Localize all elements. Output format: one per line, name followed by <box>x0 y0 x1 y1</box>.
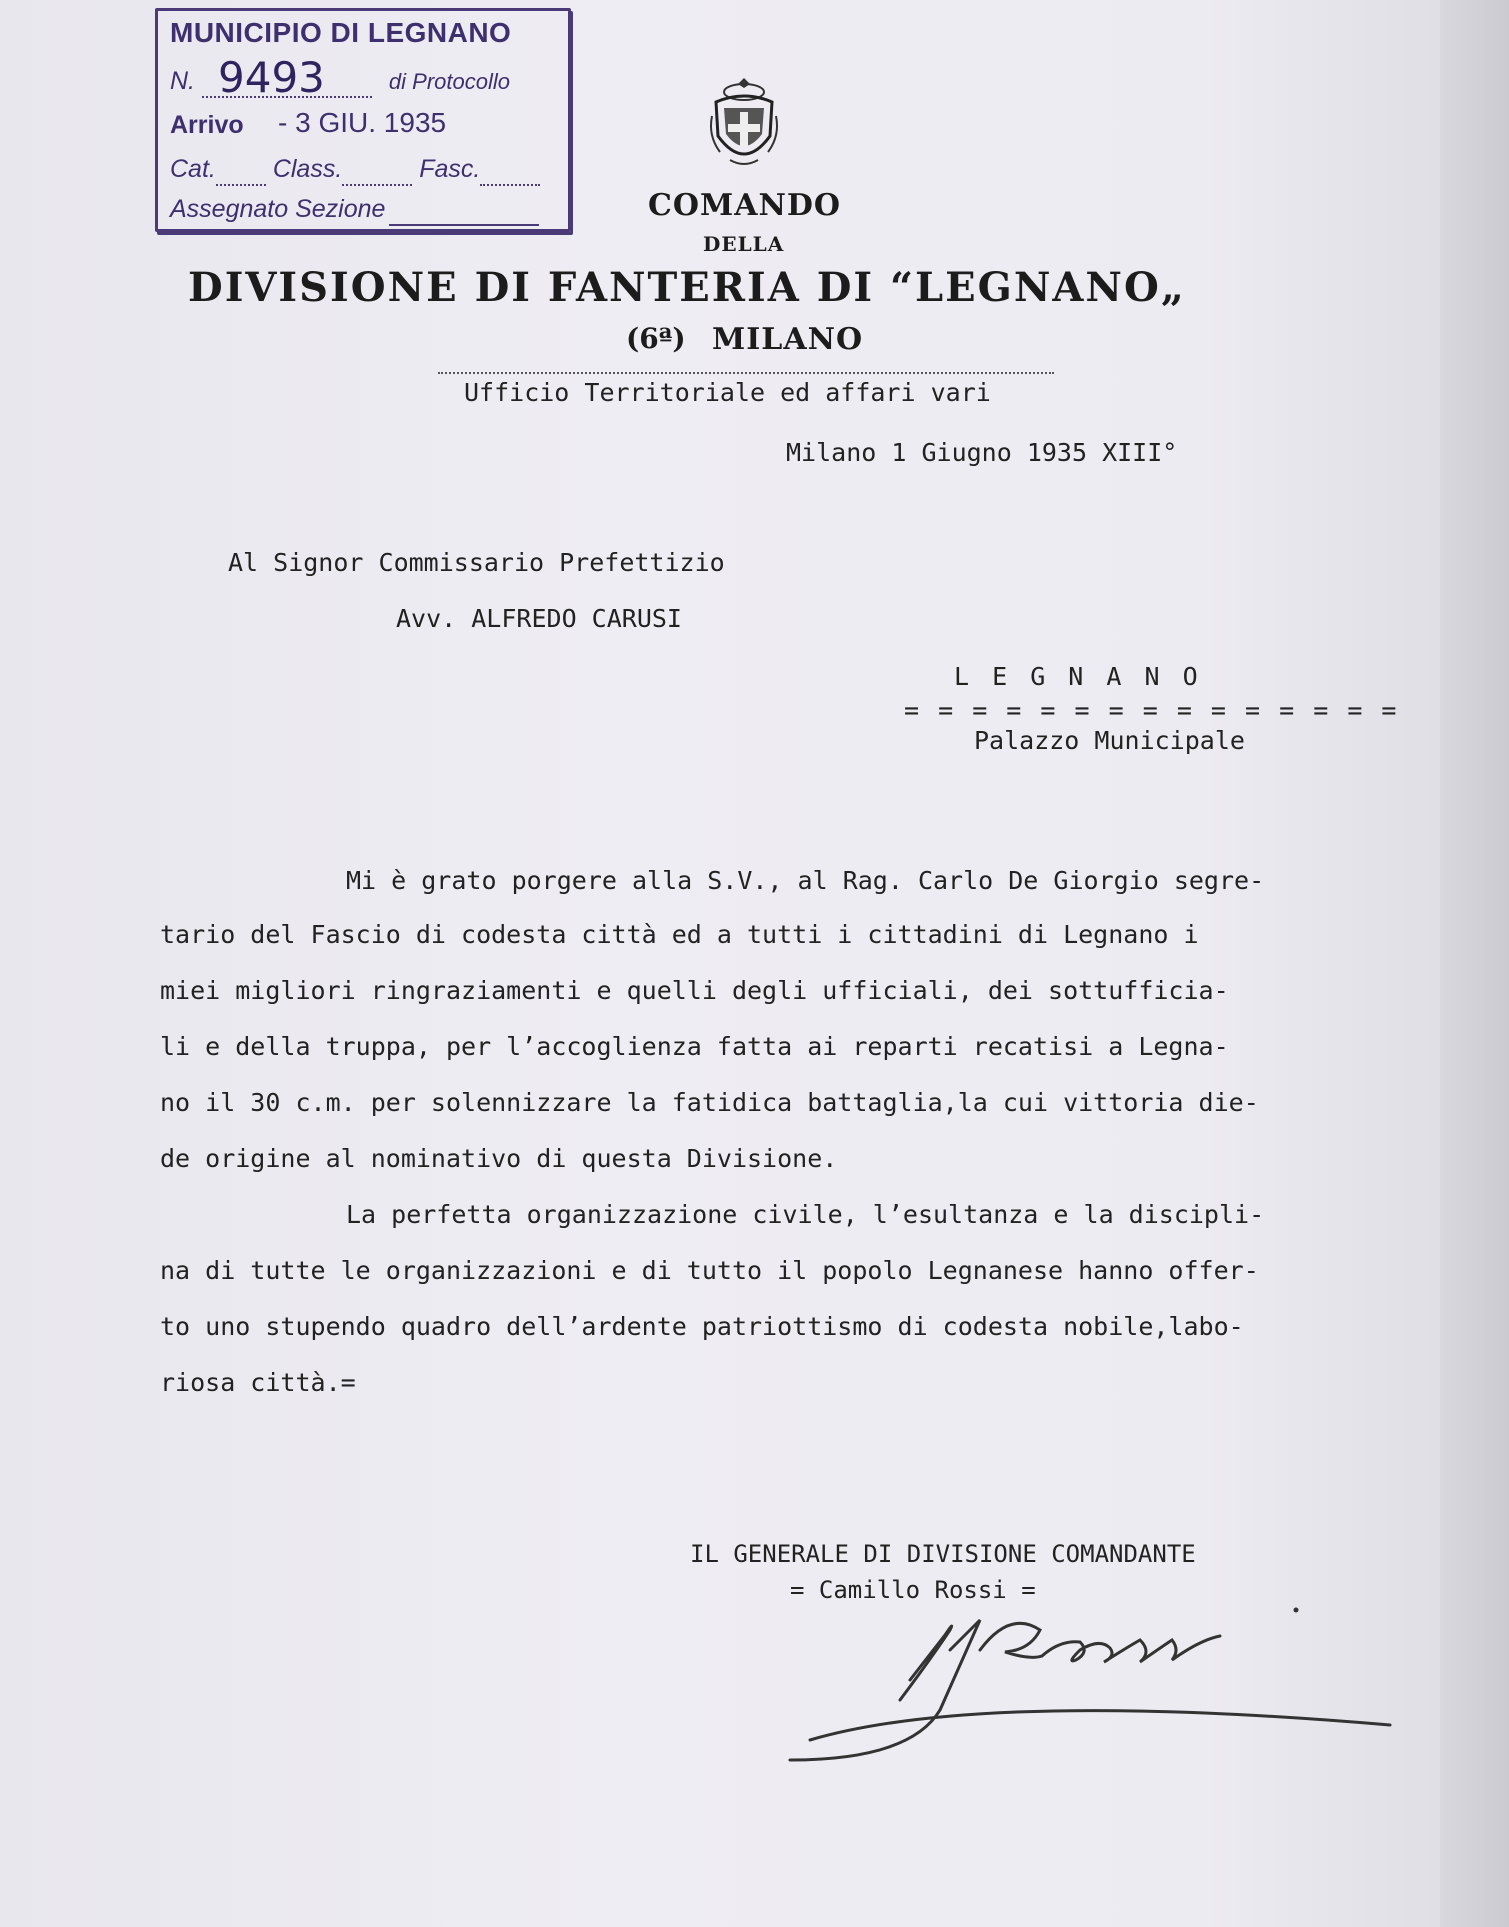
addressee-underline: = = = = = = = = = = = = = = = <box>904 696 1399 725</box>
stamp-arrival-date: - 3 GIU. 1935 <box>278 107 447 138</box>
letterhead-division: DIVISIONE DI FANTERIA DI “LEGNANO„ <box>188 264 1186 311</box>
addressee-line1: Al Signor Commissario Prefettizio <box>228 548 725 577</box>
stamp-number-label: N. <box>170 67 195 95</box>
stamp-section-label: Assegnato Sezione <box>170 195 386 223</box>
addressee-town: L E G N A N O <box>954 662 1202 691</box>
body-line: to uno stupendo quadro dell’ardente patriottismo di codesta nobile,labo- <box>160 1312 1244 1341</box>
signature-name: = Camillo Rossi = <box>790 1576 1036 1604</box>
stamp-arrival-label: Arrivo <box>170 111 244 139</box>
body-line: miei migliori ringraziamenti e quelli degli ufficiali, dei sottufficia- <box>160 976 1229 1005</box>
body-line: de origine al nominativo di questa Divisione. <box>160 1144 838 1173</box>
date-line: Milano 1 Giugno 1935 XIII° <box>786 438 1178 467</box>
stamp-classification-row <box>170 155 540 186</box>
handwritten-signature <box>780 1590 1400 1770</box>
body-line: no il 30 c.m. per solennizzare la fatidica battaglia,la cui vittoria die- <box>160 1088 1259 1117</box>
body-line: riosa città.= <box>160 1368 356 1397</box>
letterhead-divider <box>438 372 1054 375</box>
letterhead-sixth: (6ª) <box>626 322 686 355</box>
body-line: Mi è grato porgere alla S.V., al Rag. Carlo De Giorgio segre- <box>346 866 1265 895</box>
body-line: li e della truppa, per l’accoglienza fatta ai reparti recatisi a Legna- <box>160 1032 1229 1061</box>
letterhead-office: Ufficio Territoriale ed affari vari <box>464 378 991 407</box>
addressee-place: Palazzo Municipale <box>974 726 1245 755</box>
stamp-number-value: 9493 <box>218 53 325 102</box>
stamp-cat-label: Cat. <box>170 155 216 183</box>
letterhead-city: MILANO <box>712 322 864 357</box>
protocol-stamp <box>155 8 571 232</box>
signature-title: IL GENERALE DI DIVISIONE COMANDANTE <box>690 1540 1196 1568</box>
letterhead-comando: COMANDO <box>648 188 842 223</box>
savoy-crest-icon <box>706 76 782 172</box>
stamp-class-label: Class. <box>272 155 343 183</box>
body-line: tario del Fascio di codesta città ed a tutti i cittadini di Legnano i <box>160 920 1199 949</box>
addressee-line2: Avv. ALFREDO CARUSI <box>396 604 682 633</box>
stamp-title: MUNICIPIO DI LEGNANO <box>170 17 512 48</box>
stamp-section-row <box>170 195 539 226</box>
body-line: La perfetta organizzazione civile, l’esultanza e la discipli- <box>346 1200 1265 1229</box>
stamp-protocol-label: di Protocollo <box>388 69 510 94</box>
stamp-fasc-label: Fasc. <box>419 155 481 183</box>
body-line: na di tutte le organizzazioni e di tutto il popolo Legnanese hanno offer- <box>160 1256 1259 1285</box>
letterhead-della: DELLA <box>703 232 785 256</box>
paper-fold-shadow <box>1440 0 1509 1927</box>
